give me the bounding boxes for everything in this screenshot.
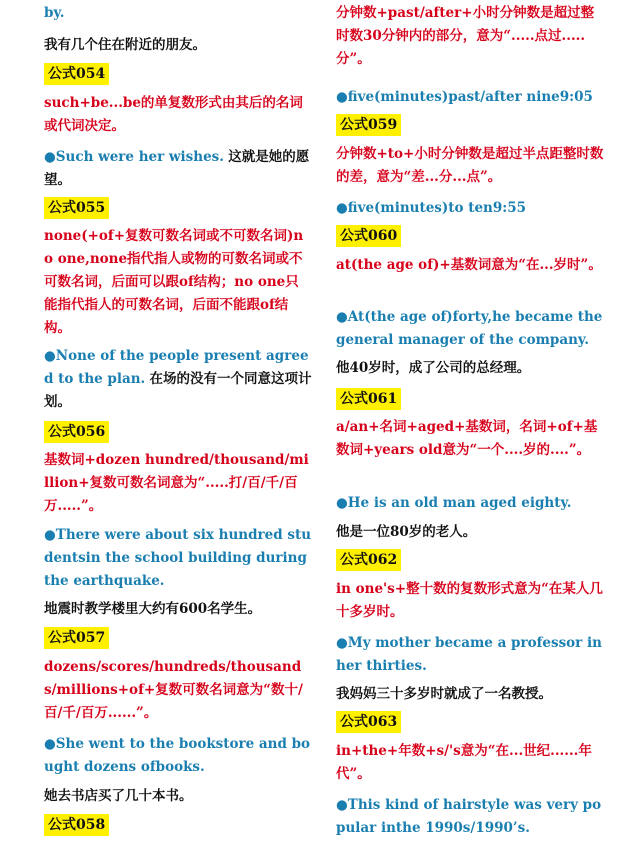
formula-062-rule: in one's+整十数的复数形式意为“在某人几十多岁时。 xyxy=(336,581,603,620)
formula-tag: 公式062 xyxy=(336,549,401,571)
example-english: She went to the bookstore and bought dozens ofbooks. xyxy=(44,736,311,775)
example-english: This kind of hairstyle was very popular inthe 1990s/1990’s. xyxy=(336,797,602,836)
formula-tag: 公式055 xyxy=(44,197,109,219)
formula-059-rule: 分钟数+to+小时分钟数是超过半点距整时数的差，意为“差...分...点”。 xyxy=(336,146,604,185)
example-chinese: 地震时教学楼里大约有600名学生。 xyxy=(44,601,262,617)
formula-tag: 公式058 xyxy=(44,814,109,836)
formula-062-label xyxy=(336,549,604,571)
bullet-icon: ● xyxy=(336,635,348,651)
example-english: by. xyxy=(44,5,65,21)
formula-061-rule: a/an+名词+aged+基数词，名词+of+基数词+years old意为“一个....岁的....”。 xyxy=(336,419,598,458)
formula-tag: 公式056 xyxy=(44,421,109,443)
formula-058-example xyxy=(336,86,604,109)
example-chinese: 我有几个住在附近的朋友。 xyxy=(44,37,206,53)
formula-055-label xyxy=(44,197,312,219)
formula-059-example xyxy=(336,197,604,220)
formula-tag: 公式059 xyxy=(336,114,401,136)
formula-060-example xyxy=(336,306,604,352)
formula-063-example xyxy=(336,794,604,840)
example-english: He is an old man aged eighty. xyxy=(347,495,572,511)
formula-056-rule: 基数词+dozen hundred/thousand/million+复数可数名词意为“.....打/百/千/百万.....”。 xyxy=(44,452,309,514)
formula-060-label xyxy=(336,225,604,247)
bullet-icon: ● xyxy=(336,797,348,813)
example-chinese: 他是一位80岁的老人。 xyxy=(336,524,477,540)
formula-tag: 公式057 xyxy=(44,627,109,649)
formula-061-label xyxy=(336,388,604,410)
formula-060-rule: at(the age of)+基数词意为“在...岁时”。 xyxy=(336,257,602,273)
bullet-icon: ● xyxy=(336,309,348,325)
formula-057-label xyxy=(44,627,312,649)
example-english: None of the people present agreed to the plan. xyxy=(44,348,309,387)
formula-tag: 公式063 xyxy=(336,711,401,733)
bullet-icon: ● xyxy=(44,527,56,543)
bullet-icon: ● xyxy=(44,736,56,752)
example-english: There were about six hundred studentsin the school building during the earthquake. xyxy=(44,527,312,589)
formula-054-example xyxy=(44,146,312,192)
formula-tag: 公式060 xyxy=(336,225,401,247)
example-chinese: 我妈妈三十多岁时就成了一名教授。 xyxy=(336,686,552,702)
formula-055-example xyxy=(44,345,312,414)
formula-059-label xyxy=(336,114,604,136)
formula-055-rule: none(+of+复数可数名词或不可数名词)no one,none指代指人或物的可数名词或不可数名词，后面可以跟of结构；no one只能指代指人的可数名词，后面不能跟of结构。 xyxy=(44,228,304,336)
example-chinese: 这就是她的愿望。 xyxy=(44,149,310,188)
formula-054-rule: such+be...be的单复数形式由其后的名词或代词决定。 xyxy=(44,95,303,134)
formula-058-label xyxy=(44,814,312,836)
example-english: My mother became a professor in her thirties. xyxy=(336,635,602,674)
example-english: five(minutes)past/after nine9:05 xyxy=(347,89,593,105)
bullet-icon: ● xyxy=(336,89,348,105)
formula-057-rule: dozens/scores/hundreds/thousands/millions+of+复数可数名词意为“数十/百/千/百万......”。 xyxy=(44,659,303,721)
formula-063-rule: in+the+年数+s/'s意为“在...世纪......年代”。 xyxy=(336,743,592,782)
example-chinese: 在场的没有一个同意这项计划。 xyxy=(44,371,312,410)
formula-063-label xyxy=(336,711,604,733)
bullet-icon: ● xyxy=(336,200,348,216)
formula-062-example xyxy=(336,632,604,678)
example-english: five(minutes)to ten9:55 xyxy=(347,200,527,216)
formula-056-label xyxy=(44,421,312,443)
bullet-icon: ● xyxy=(44,348,56,364)
formula-058-rule: 分钟数+past/after+小时分钟数是超过整时数30分钟内的部分，意为“.....点过.....分”。 xyxy=(336,5,595,67)
example-chinese: 他40岁时，成了公司的总经理。 xyxy=(336,360,531,376)
formula-tag: 公式061 xyxy=(336,388,401,410)
bullet-icon: ● xyxy=(336,495,348,511)
formula-061-example xyxy=(336,492,604,515)
example-english: At(the age of)forty,he became the general manager of the company. xyxy=(336,309,603,348)
formula-tag: 公式054 xyxy=(44,63,109,85)
formula-054-label xyxy=(44,63,312,85)
formula-057-example xyxy=(44,733,312,779)
formula-056-example xyxy=(44,524,312,593)
bullet-icon: ● xyxy=(44,149,56,165)
example-english: Such were her wishes. xyxy=(55,149,224,165)
example-chinese: 她去书店买了几十本书。 xyxy=(44,788,193,804)
